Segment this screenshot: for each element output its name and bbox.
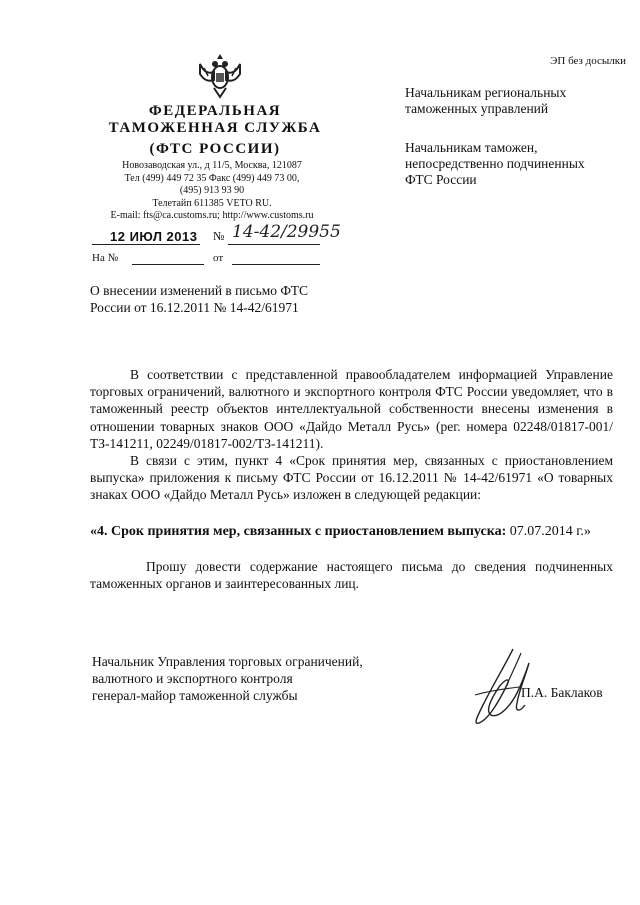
body-paragraph-1: В соответствии с представленной правообладателем информацией Управление торговых ограничений, валютного и экспортного контроля ФТС России уведомляет, что в таможенный реестр объектов интеллектуальной собственности внесены изменения в отношении товарных знаков ООО «Дайдо Металл Русь» (рег. номера 02248/01817-001/ТЗ-141211, 02249/01817-002/ТЗ-141211). xyxy=(90,367,613,451)
number-underline xyxy=(228,244,320,245)
date-underline xyxy=(92,244,200,245)
number-sign: № xyxy=(213,229,225,243)
addressee-regional xyxy=(405,85,566,117)
org-abbreviation: (ФТС РОССИИ) xyxy=(149,141,281,157)
quoted-clause-title: «4. Срок принятия мер, связанных с приостановлением выпуска: xyxy=(90,524,507,539)
addressee-line: Начальникам таможен, xyxy=(405,140,538,155)
addressee-line: ФТС России xyxy=(405,172,477,187)
contact-block xyxy=(92,160,332,223)
phone-line: Тел (499) 449 72 35 Факс (499) 449 73 00, xyxy=(124,172,300,184)
ref-from-label: от xyxy=(213,252,224,264)
addressee-customs xyxy=(405,140,585,188)
phone-line-2: (495) 913 93 90 xyxy=(179,185,245,196)
ref-date-underline xyxy=(232,264,320,265)
registration-date: 12 ИЮЛ 2013 xyxy=(110,229,198,244)
email-line: E-mail: fts@ca.customs.ru; http://www.customs.ru xyxy=(110,210,314,221)
addressee-line: таможенных управлений xyxy=(405,101,549,116)
body-paragraph-2: В связи с этим, пункт 4 «Срок принятия мер, связанных с приостановлением выпуска» приложения к письму ФТС России от 16.12.2011 № 14-42/61971 «О товарных знаках ООО «Дайдо Металл Русь» изложен в следующей редакции: xyxy=(90,453,613,503)
quoted-clause xyxy=(90,523,613,540)
org-name-line2: ТАМОЖЕННАЯ СЛУЖБА xyxy=(108,120,322,136)
coat-of-arms-emblem xyxy=(194,50,246,102)
registration-number: 14-42/29955 xyxy=(232,222,341,242)
teletype-line: Телетайп 611385 VETO RU. xyxy=(152,197,272,209)
body-paragraph-3: Прошу довести содержание настоящего письма до сведения подчиненных таможенных органов и заинтересованных лиц. xyxy=(90,559,613,592)
letter-subject: О внесении изменений в письмо ФТС России от 16.12.2011 № 14-42/61971 xyxy=(90,283,309,315)
position-line: валютного и экспортного контроля xyxy=(92,671,293,686)
org-name-line1: ФЕДЕРАЛЬНАЯ xyxy=(148,103,282,119)
quoted-clause-date: 07.07.2014 г.» xyxy=(506,524,591,539)
signatory-position xyxy=(92,653,363,704)
address-line: Новозаводская ул., д 11/5, Москва, 121087 xyxy=(122,160,302,171)
ref-number-underline xyxy=(132,264,204,265)
position-line: генерал-майор таможенной службы xyxy=(92,688,298,703)
addressee-line: Начальникам региональных xyxy=(405,85,567,100)
document-mark: ЭП без досылки xyxy=(550,55,626,67)
position-line: Начальник Управления торговых ограничений, xyxy=(92,654,363,669)
signatory-name: П.А. Баклаков xyxy=(521,685,603,700)
ref-label: На № xyxy=(92,252,119,264)
addressee-line: непосредственно подчиненных xyxy=(405,156,585,171)
